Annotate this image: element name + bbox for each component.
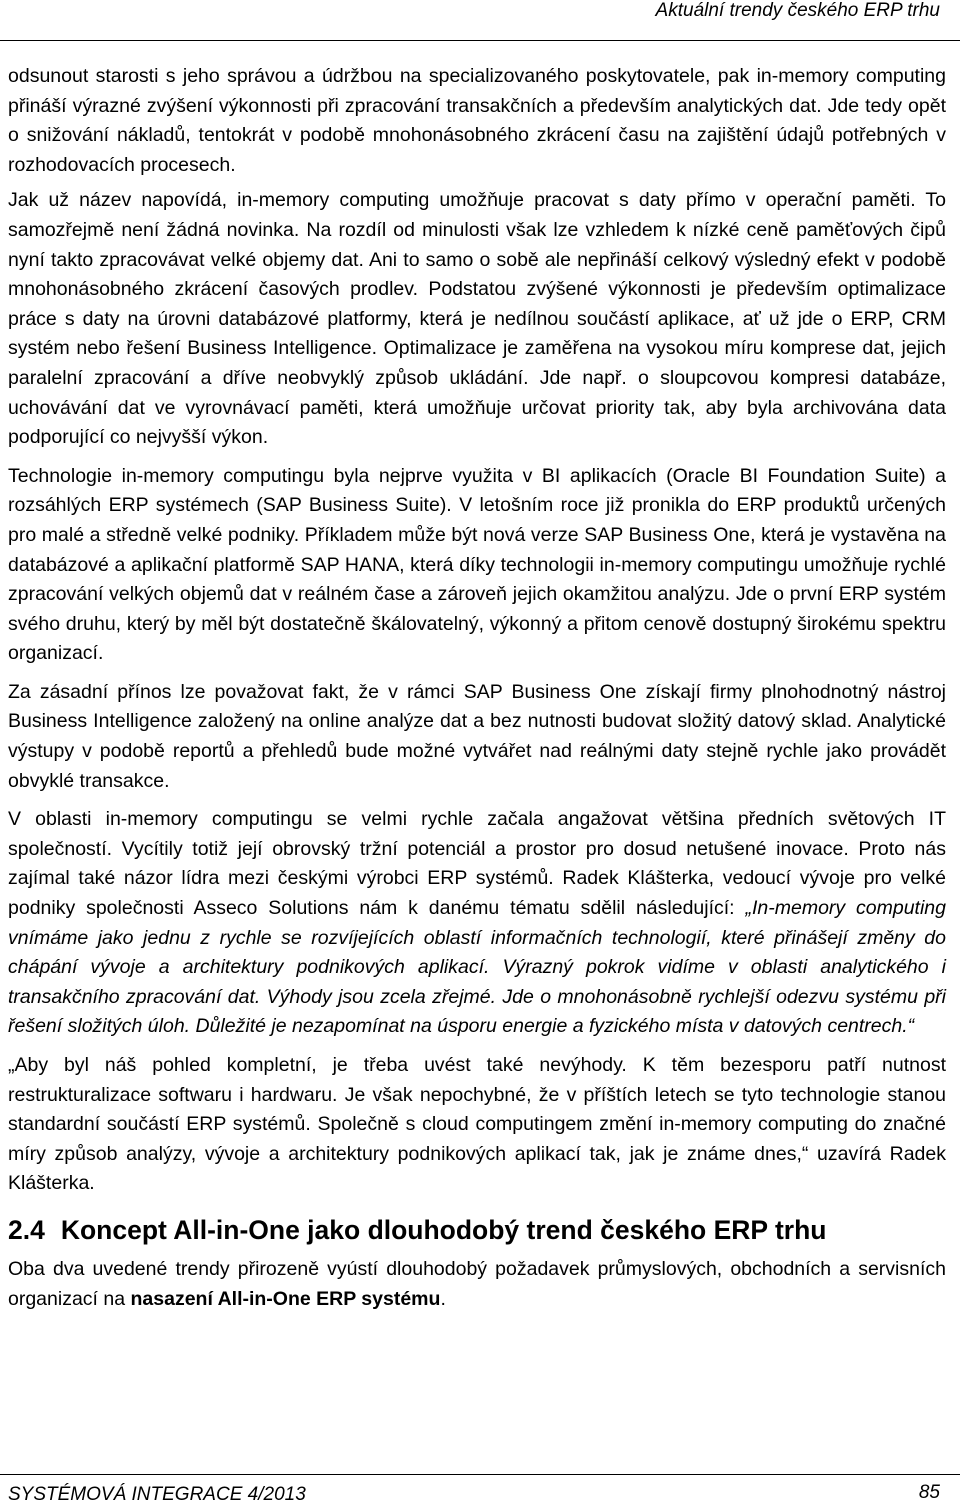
section-paragraph bbox=[8, 1255, 946, 1314]
paragraph-5-intro: V oblasti in-memory computingu se velmi rychle začala angažovat většina předních světových IT společností. Vycítily totiž její obrovský tržní potenciál a prostor pro dosud netušené inovace. Proto nás zajímal také názor lídra mezi českými výrobci ERP systémů. Radek Klášterka, vedoucí vývoje pro velké podniky společnosti Asseco Solutions nám k danému tématu sdělil následující: bbox=[8, 808, 946, 920]
paragraph-5-quote: „In-memory computing vnímáme jako jednu z rychle se rozvíjejících oblastí informačních technologií, které přinášejí změny do chápání vývoje a architektury podnikových aplikací. Výrazný pokrok vidíme v oblasti analytického i transakčního zpracování dat. Výhody jsou zcela zřejmé. Jde o mnohonásobně rychlejší odezvu systému při řešení složitých úloh. Důležité je nezapomínat na úsporu energie a fyzického místa v datových centrech.“ bbox=[8, 897, 947, 1038]
page-footer bbox=[0, 1466, 960, 1508]
running-header-title: Aktuální trendy českého ERP trhu bbox=[655, 0, 940, 21]
section-title: Koncept All-in-One jako dlouhodobý trend českého ERP trhu bbox=[60, 1214, 827, 1245]
paragraph-1: odsunout starosti s jeho správou a údržbou na specializovaného poskytovatele, pak in-memory computing přináší výrazné zvýšení výkonnosti při zpracování transakčních a především analytických dat. Jde tedy opět o snižování nákladů, tentokrát v podobě mnohonásobného zkrácení času na zajištění údajů potřebných v rozhodovacích procesech. bbox=[8, 65, 946, 176]
page-number: 85 bbox=[918, 1482, 940, 1503]
paragraph-3: Technologie in-memory computingu byla nejprve využita v BI aplikacích (Oracle BI Foundation Suite) a rozsáhlých ERP systémech (SAP Business Suite). V letošním roce již pronikla do ERP produktů určených pro malé a středně velké podniky. Příkladem může být nová verze SAP Business One, která je vystavěna na databázové a aplikační platformě SAP HANA, která díky technologii in-memory computingu umožňuje rychlé zpracování velkých objemů dat v reálném čase a zároveň jejich okamžitou analýzu. Jde o první ERP systém svého druhu, který by měl být dostatečně škálovatelný, výkonný a přitom cenově dostupný širokému spektru organizací. bbox=[8, 464, 946, 665]
section-paragraph-bold: nasazení All-in-One ERP systému bbox=[130, 1287, 441, 1310]
paragraph-2: Jak už název napovídá, in-memory computing umožňuje pracovat s daty přímo v operační paměti. To samozřejmě není žádná novinka. Na rozdíl od minulosti však lze vzhledem k nízké ceně paměťových čipů nyní takto zpracovávat velké objemy dat. Ani to samo o sobě ale nepřináší celkový výsledný efekt v podobě mnohonásobného zkrácení časových prodlev. Podstatou zvýšené výkonnosti je především optimalizace práce s daty na úrovni databázové platformy, která je nedílnou součástí aplikace, ať už jde o ERP, CRM systém nebo řešení Business Intelligence. Optimalizace je zaměřena na vysokou míru komprese dat, jejich paralelní zpracování a dříve neobvyklý způsob ukládání. Jde např. o sloupcovou kompresi databáze, uchovávání dat ve vyrovnávací paměti, která umožňuje určovat priority tak, aby byla archivována data podporující co nejvyšší výkon. bbox=[8, 189, 946, 449]
header-rule bbox=[0, 40, 960, 41]
section-paragraph-end: . bbox=[440, 1287, 446, 1310]
paragraph-4: Za zásadní přínos lze považovat fakt, že v rámci SAP Business One získají firmy plnohodnotný nástroj Business Intelligence založený na online analýze dat a bez nutnosti budovat složitý datový sklad. Analytické výstupy v podobě reportů a přehledů bude možné vytvářet nad reálnými daty stejně rychle jako provádět obvyklé transakce. bbox=[8, 680, 946, 792]
article-body bbox=[8, 62, 946, 1314]
section-paragraph-text: Oba dva uvedené trendy přirozeně vyústí dlouhodobý požadavek průmyslových, obchodních a servisních organizací na bbox=[8, 1257, 946, 1310]
paragraph-5 bbox=[8, 805, 946, 1042]
section-number: 2.4 bbox=[8, 1214, 45, 1245]
paragraph-6: „Aby byl náš pohled kompletní, je třeba uvést také nevýhody. K těm bezesporu patří nutnost restrukturalizace softwaru i hardwaru. Je však nepochybné, že v příštích letech se tyto technologie stanou standardní součástí ERP systémů. Společně s cloud computingem změní in-memory computing do značné míry způsob analýzy, vývoje a architektury podnikových aplikací tak, jak je známe dnes,“ uzavírá Radek Klášterka. bbox=[8, 1054, 946, 1195]
footer-rule bbox=[0, 1474, 960, 1475]
running-header bbox=[0, 0, 960, 44]
journal-name: SYSTÉMOVÁ INTEGRACE 4/2013 bbox=[8, 1484, 306, 1505]
section-heading bbox=[8, 1211, 946, 1249]
